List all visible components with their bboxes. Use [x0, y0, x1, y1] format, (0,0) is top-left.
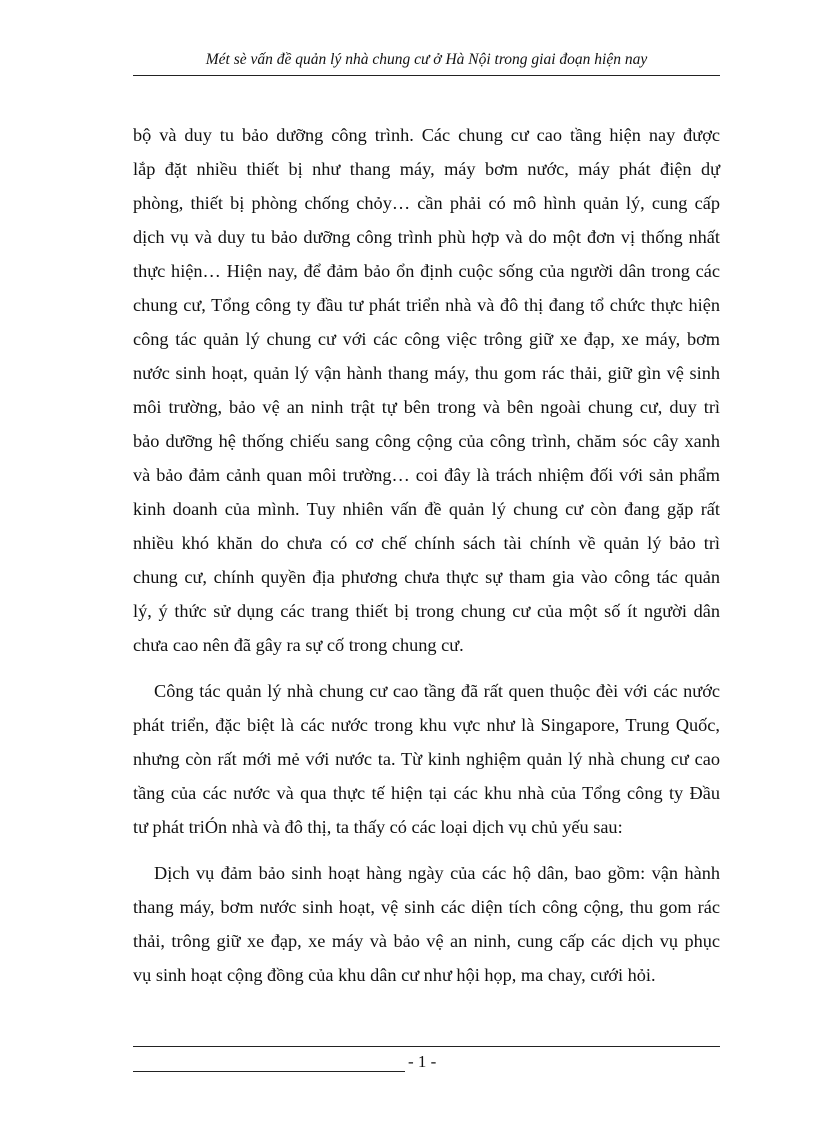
body-line: chưa cao nên đã gây ra sự cố trong chung cư.	[133, 635, 464, 655]
body-line: dịch vụ và duy tu bảo dưỡng công trình phù hợp và do một đơn vị thống nhất	[133, 227, 720, 247]
body-line: nước sinh hoạt, quản lý vận hành thang máy, thu gom rác thải, giữ gìn vệ sinh	[133, 363, 720, 383]
body-line: nhiều khó khăn do chưa có cơ chế chính sách tài chính về quản lý bảo trì	[133, 533, 720, 553]
body-line: tư phát triÓn nhà và đô thị, ta thấy có các loại dịch vụ chủ yếu sau:	[133, 817, 623, 837]
body-line: và bảo đảm cảnh quan môi trường… coi đây là trách nhiệm đối với sản phẩm	[133, 465, 720, 485]
body-line: công tác quản lý chung cư với các công việc trông giữ xe đạp, xe máy, bơm	[133, 329, 720, 349]
running-header: Mét sè vấn đề quản lý nhà chung cư ở Hà Nội trong giai đoạn hiện nay	[205, 51, 648, 68]
body-line: lý, ý thức sử dụng các trang thiết bị trong chung cư của một số ít người dân	[133, 601, 720, 621]
body-line: thực hiện… Hiện nay, để đảm bảo ổn định cuộc sống của người dân trong các	[133, 261, 720, 281]
body-line: phát triển, đặc biệt là các nước trong khu vực như là Singapore, Trung Quốc,	[133, 715, 720, 735]
body-line: nhưng còn rất mới mẻ với nước ta. Từ kinh nghiệm quản lý nhà chung cư cao	[133, 749, 720, 769]
page-number: - 1 -	[408, 1052, 437, 1071]
document-body	[133, 118, 720, 992]
paragraph-spacer	[133, 844, 720, 856]
body-line: vụ sinh hoạt cộng đồng của khu dân cư như hội họp, ma chay, cưới hỏi.	[133, 965, 656, 985]
body-line: thải, trông giữ xe đạp, xe máy và bảo vệ an ninh, cung cấp các dịch vụ phục	[133, 931, 720, 951]
body-line: tầng của các nước và qua thực tế hiện tại các khu nhà của Tổng công ty Đầu	[133, 783, 720, 803]
body-line: kinh doanh của mình. Tuy nhiên vấn đề quản lý chung cư còn đang gặp rất	[133, 499, 720, 519]
body-line: chung cư, Tổng công ty đầu tư phát triển nhà và đô thị đang tổ chức thực hiện	[133, 295, 720, 315]
body-line: Công tác quản lý nhà chung cư cao tầng đã rất quen thuộc đèi với các nước	[154, 681, 720, 701]
body-line: bảo dưỡng hệ thống chiếu sang công cộng của công trình, chăm sóc cây xanh	[133, 431, 720, 451]
body-line: lắp đặt nhiều thiết bị như thang máy, máy bơm nước, máy phát điện dự	[133, 159, 720, 179]
body-line: Dịch vụ đảm bảo sinh hoạt hàng ngày của các hộ dân, bao gồm: vận hành	[154, 863, 720, 883]
body-line: môi trường, bảo vệ an ninh trật tự bên trong và bên ngoài chung cư, duy trì	[133, 397, 720, 417]
body-line: bộ và duy tu bảo dưỡng công trình. Các chung cư cao tầng hiện nay được	[133, 125, 720, 145]
body-line: thang máy, bơm nước sinh hoạt, vệ sinh các diện tích công cộng, thu gom rác	[133, 897, 720, 917]
body-line: phòng, thiết bị phòng chống chỏy… cần phải có mô hình quản lý, cung cấp	[133, 193, 720, 213]
paragraph-spacer	[133, 662, 720, 674]
body-line: chung cư, chính quyền địa phương chưa thực sự tham gia vào công tác quản	[133, 567, 720, 587]
header-divider	[133, 75, 720, 76]
footer-underline	[133, 1071, 405, 1072]
footer-divider	[133, 1046, 720, 1047]
